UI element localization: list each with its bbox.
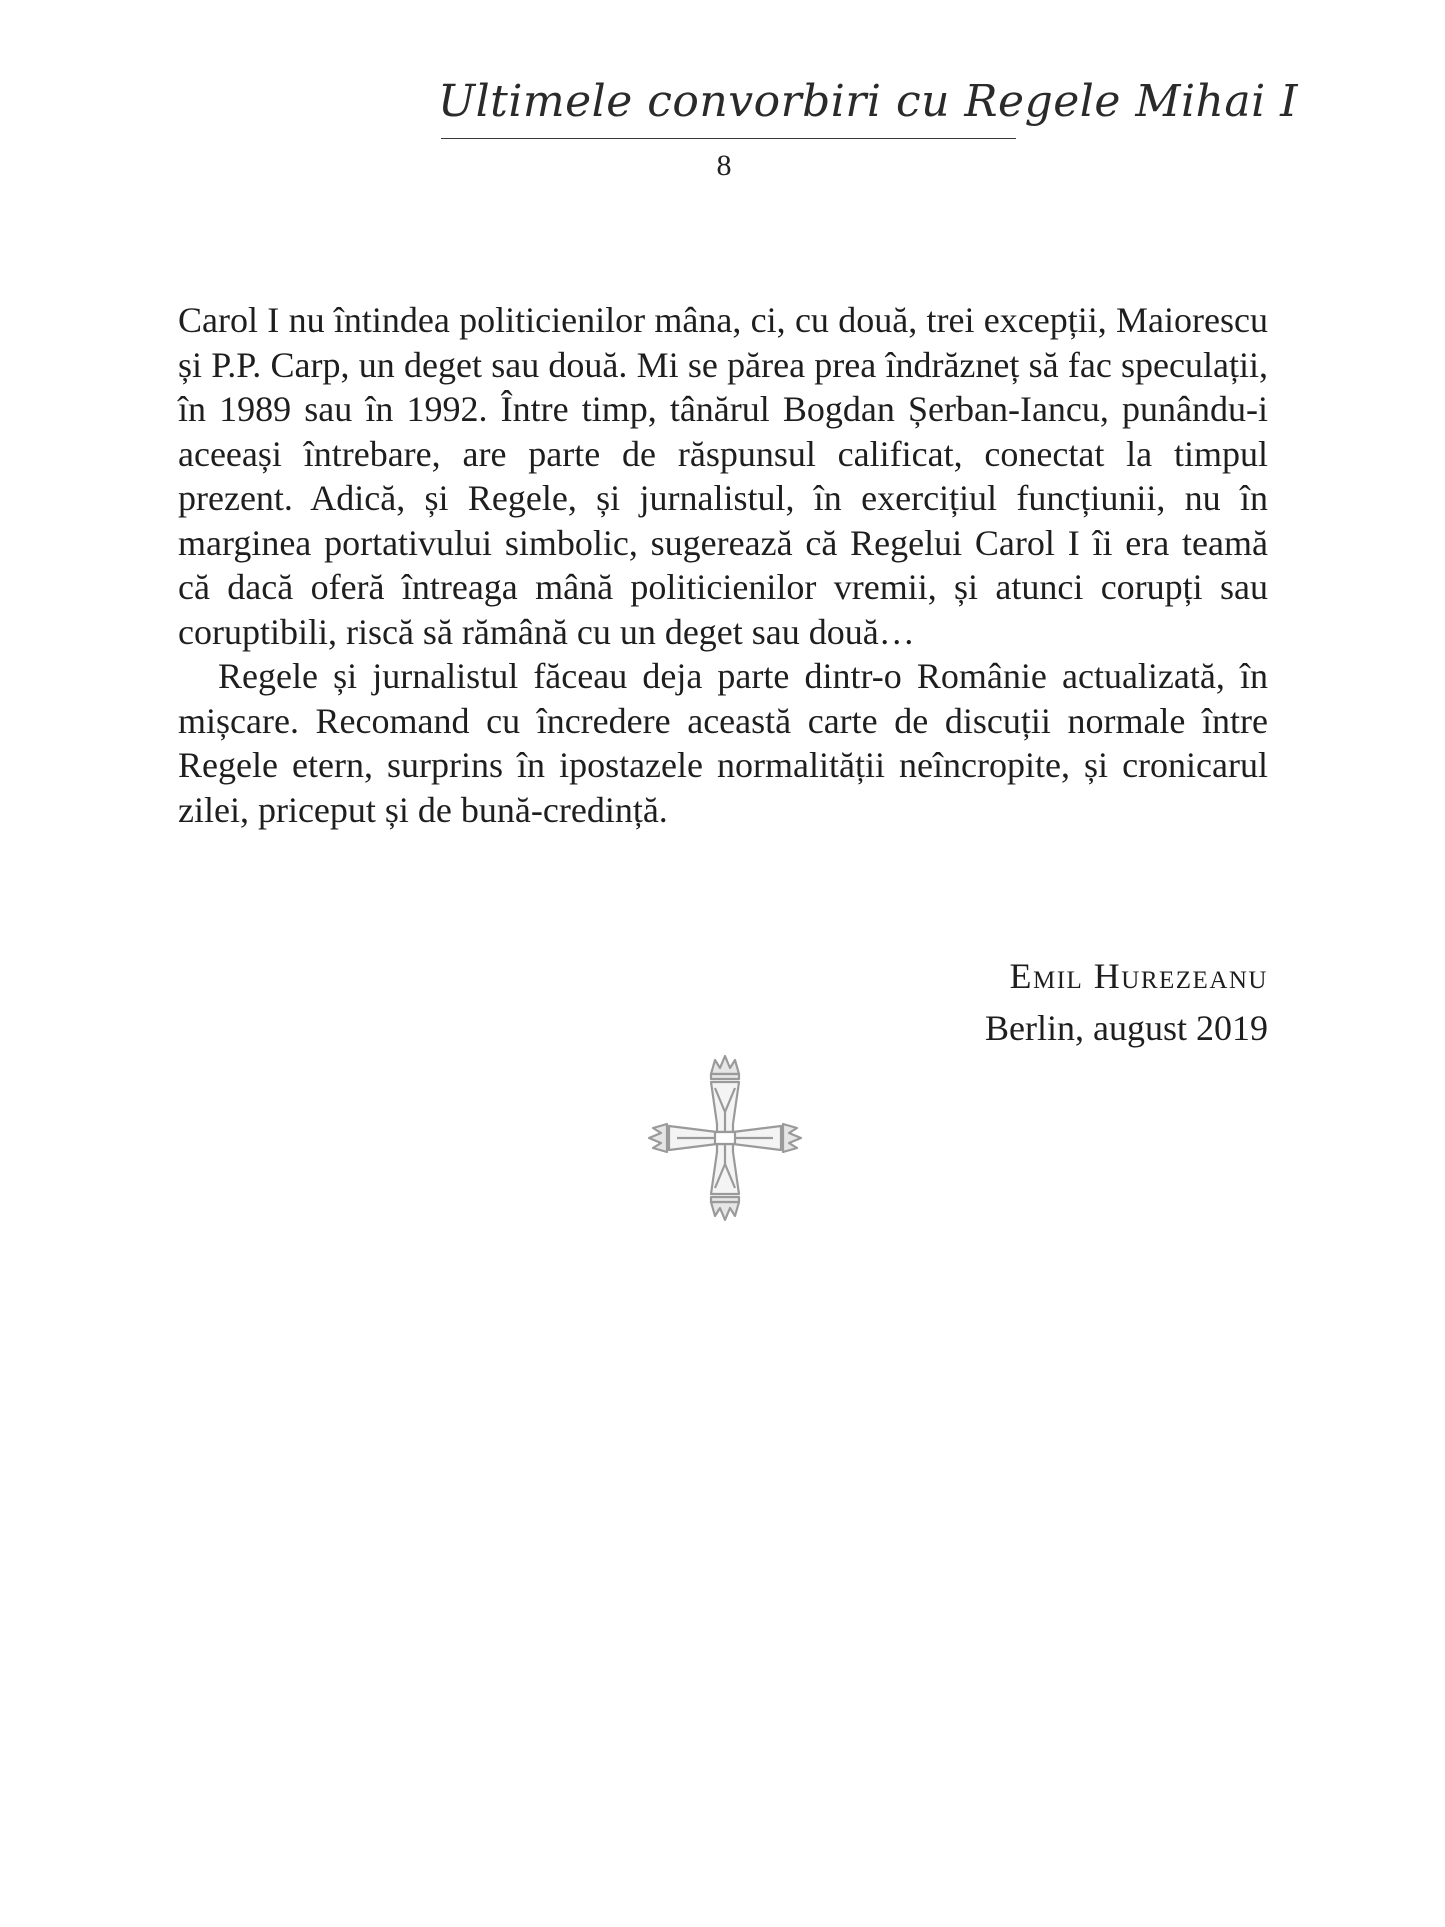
signature-block <box>985 950 1268 1054</box>
paragraph: Regele și jurnalistul făceau deja parte dintr-o Românie actualizată, în mișcare. Recomand cu încredere această carte de discuții normale între Regele etern, surprins în ipostazele normalității neîncropite, și cronicarul zilei, priceput și de bună-credință. <box>178 656 1268 830</box>
royal-cross-monogram-icon <box>645 1052 805 1224</box>
paragraph: Carol I nu întindea politicienilor mâna, ci, cu două, trei excepții, Maiorescu și P.P. Carp, un deget sau două. Mi se părea prea îndrăzneț să fac speculații, în 1989 sau în 1992. Între timp, tânărul Bogdan Șerban-Iancu, punându-i aceeași întrebare, are parte de răspunsul calificat, conectat la timpul prezent. Adică, și Regele, și jurnalistul, în exercițiul funcțiunii, nu în marginea portativului simbolic, sugerează că Regelui Carol I îi era teamă că dacă oferă întreaga mână politicienilor vremii, și atunci corupți sau coruptibili, riscă să rămână cu un deget sau două… <box>178 300 1268 652</box>
running-header-title: Ultimele convorbiri cu Regele Mihai I <box>438 76 1299 127</box>
body-text <box>178 298 1268 832</box>
header-divider <box>441 138 1016 139</box>
page-number: 8 <box>716 149 732 182</box>
place-date: Berlin, august 2019 <box>985 1008 1268 1048</box>
author-name: Emil Hurezeanu <box>1009 956 1268 996</box>
